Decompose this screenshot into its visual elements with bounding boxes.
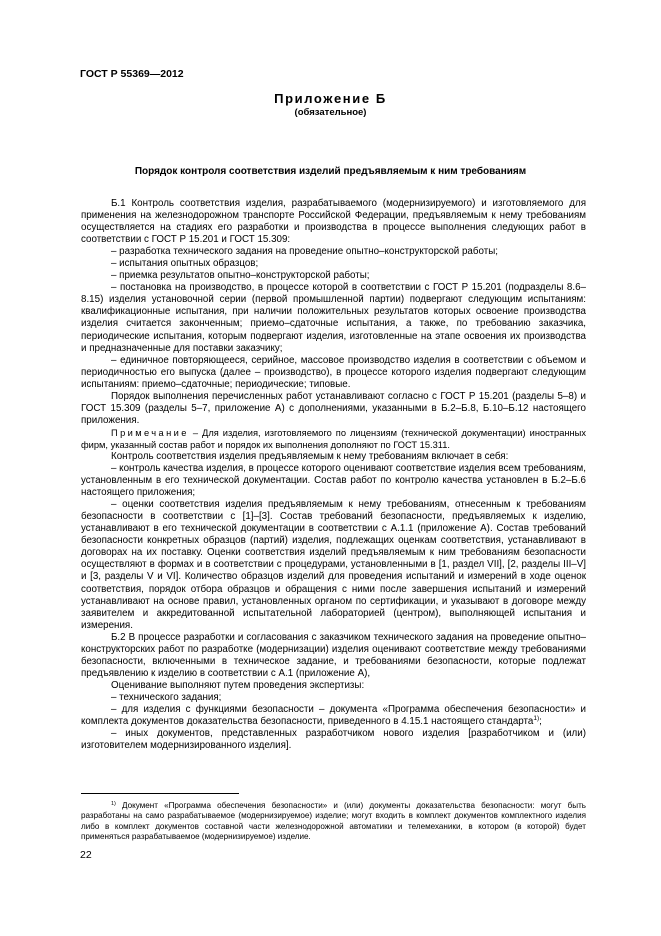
footnote — [81, 801, 586, 843]
list-item: – единичное повторяющееся, серийное, массовое производство изделия в соответствии с объемом и периодичностью его выпуска (далее – производство), в процессе которого изделия подвергают следующим испытаниям: приемо–сдаточные; периодические; типовые. — [81, 354, 586, 390]
note-label: Примечание — [111, 427, 189, 438]
list-item: – иных документов, представленных разработчиком нового изделия [разработчиком и (или) изготовителем модернизированного изделия]. — [81, 728, 586, 752]
note-paragraph — [81, 427, 586, 451]
appendix-status: (обязательное) — [294, 107, 367, 118]
paragraph: Оценивание выполняют путем проведения экспертизы: — [111, 679, 365, 691]
paragraph: Контроль соответствия изделия предъявляемым к нему требованиям включает в себя: — [111, 450, 509, 462]
list-item: – постановка на производство, в процессе которой в соответствии с ГОСТ Р 15.201 (подразделы 8.6–8.15) изделия установочной серии (первой промышленной партии) подвергают следующим испытаниям: квалификационные испытания, при наличии положительных результатов которых освоение производства изделия считается законченным; приемо–сдаточные испытания, а также, по требованию заказчика, периодические испытания, которым подвергают изделия, изготовленные на этапе освоения их производства и предназначенные для поставки заказчику; — [81, 282, 586, 354]
list-item: – контроль качества изделия, в процессе которого оценивают соответствие изделия всем требованиям, установленным в его технической документации. Состав работ по контролю качества установлен в Б.2–Б.6 настоящего приложения; — [81, 463, 586, 499]
footnote-text: Документ «Программа обеспечения безопасности» и (или) документы доказательства безопасности: могут быть разработаны на само разрабатываемое (модернизируемое) изделие; могут входить в комплект документов комплектного изделия либо в комплект документов составной части железнодорожной автоматики и телемеханики, в котором (в которой) будет применяться разрабатываемое (модернизируемое) изделие. — [81, 801, 586, 842]
page-number: 22 — [80, 849, 92, 861]
appendix-title: Приложение Б — [274, 91, 387, 106]
list-item-text: – для изделия с функциями безопасности – документа «Программа обеспечения безопасности» и комплекта документов доказательства безопасности, приведенного в 4.15.1 настоящего стандарта — [81, 703, 586, 728]
list-item — [81, 704, 586, 728]
footnote-mark: 1) — [111, 801, 116, 807]
paragraph-b2: Б.2 В процессе разработки и согласования с заказчиком технического задания на проведение опытно–конструкторских работ по разработке (модернизации) изделия оценивают соответствие между требованиями безопасности, включенными в техническое задание, и требованиями безопасности, которые подлежат предъявлению к изделию в соответствии с А.1 (приложение А), — [81, 631, 586, 679]
note-text: – Для изделия, изготовляемого по лицензиям (технической документации) иностранных фирм, указанный состав работ и порядок их выполнения дополняют по ГОСТ 15.311. — [81, 427, 586, 450]
list-item: – испытания опытных образцов; — [111, 258, 259, 270]
footnote-reference[interactable]: 1) — [533, 715, 540, 723]
paragraph: Порядок выполнения перечисленных работ устанавливают согласно с ГОСТ Р 15.201 (разделы 5–8) и ГОСТ 15.309 (разделы 5–7, приложение А) с дополнениями, указанными в Б.2–Б.8, Б.10–Б.12 настоящего приложения. — [81, 390, 586, 426]
list-item: – разработка технического задания на проведение опытно–конструкторской работы; — [111, 246, 498, 258]
standard-header: ГОСТ Р 55369—2012 — [80, 68, 184, 80]
list-item: – приемка результатов опытно–конструкторской работы; — [111, 270, 370, 282]
list-item: – оценки соответствия изделия предъявляемым к нему требованиям, отнесенным к требованиям безопасности в соответствии с [1]–[3]. Состав требований безопасности, предъявляемых к изделию, устанавливают в его технической документации в соответствии с А.1.1 (приложение А). Состав требований безопасности конкретных образцов (партий) изделия, подлежащих оценкам соответствия, устанавливают в договорах на их поставку. Оценки соответствия изделий предъявляемым к ним требованиям безопасности осуществляют в формах и в соответствии с процедурами, установленными в [1, раздел VII], [2, разделы III–V] и [3, разделы V и VI]. Количество образцов изделий для проведения испытаний и измерений в ходе оценок соответствия, порядок отбора образцов и обращения с ними после завершения испытаний и измерений устанавливают на основе правил, установленных органом по сертификации, и указывают в договоре между заявителем и аккредитованной испытательной лабораторией (центром), выполняющей испытания и измерения. — [81, 499, 586, 631]
section-title: Порядок контроля соответствия изделий предъявляемым к ним требованиям — [134, 166, 527, 177]
paragraph-b1: Б.1 Контроль соответствия изделия, разрабатываемого (модернизируемого) и изготовляемого для применения на железнодорожном транспорте Российской Федерации, предъявляемым к нему требованиям осуществляется на стадиях его разработки и производства в процессе выполнения следующих работ в соответствии с ГОСТ Р 15.201 и ГОСТ 15.309: — [81, 198, 586, 246]
footnote-divider — [81, 793, 239, 794]
list-item-tail: ; — [539, 716, 542, 728]
body-text — [81, 198, 586, 752]
list-item: – технического задания; — [111, 691, 222, 703]
